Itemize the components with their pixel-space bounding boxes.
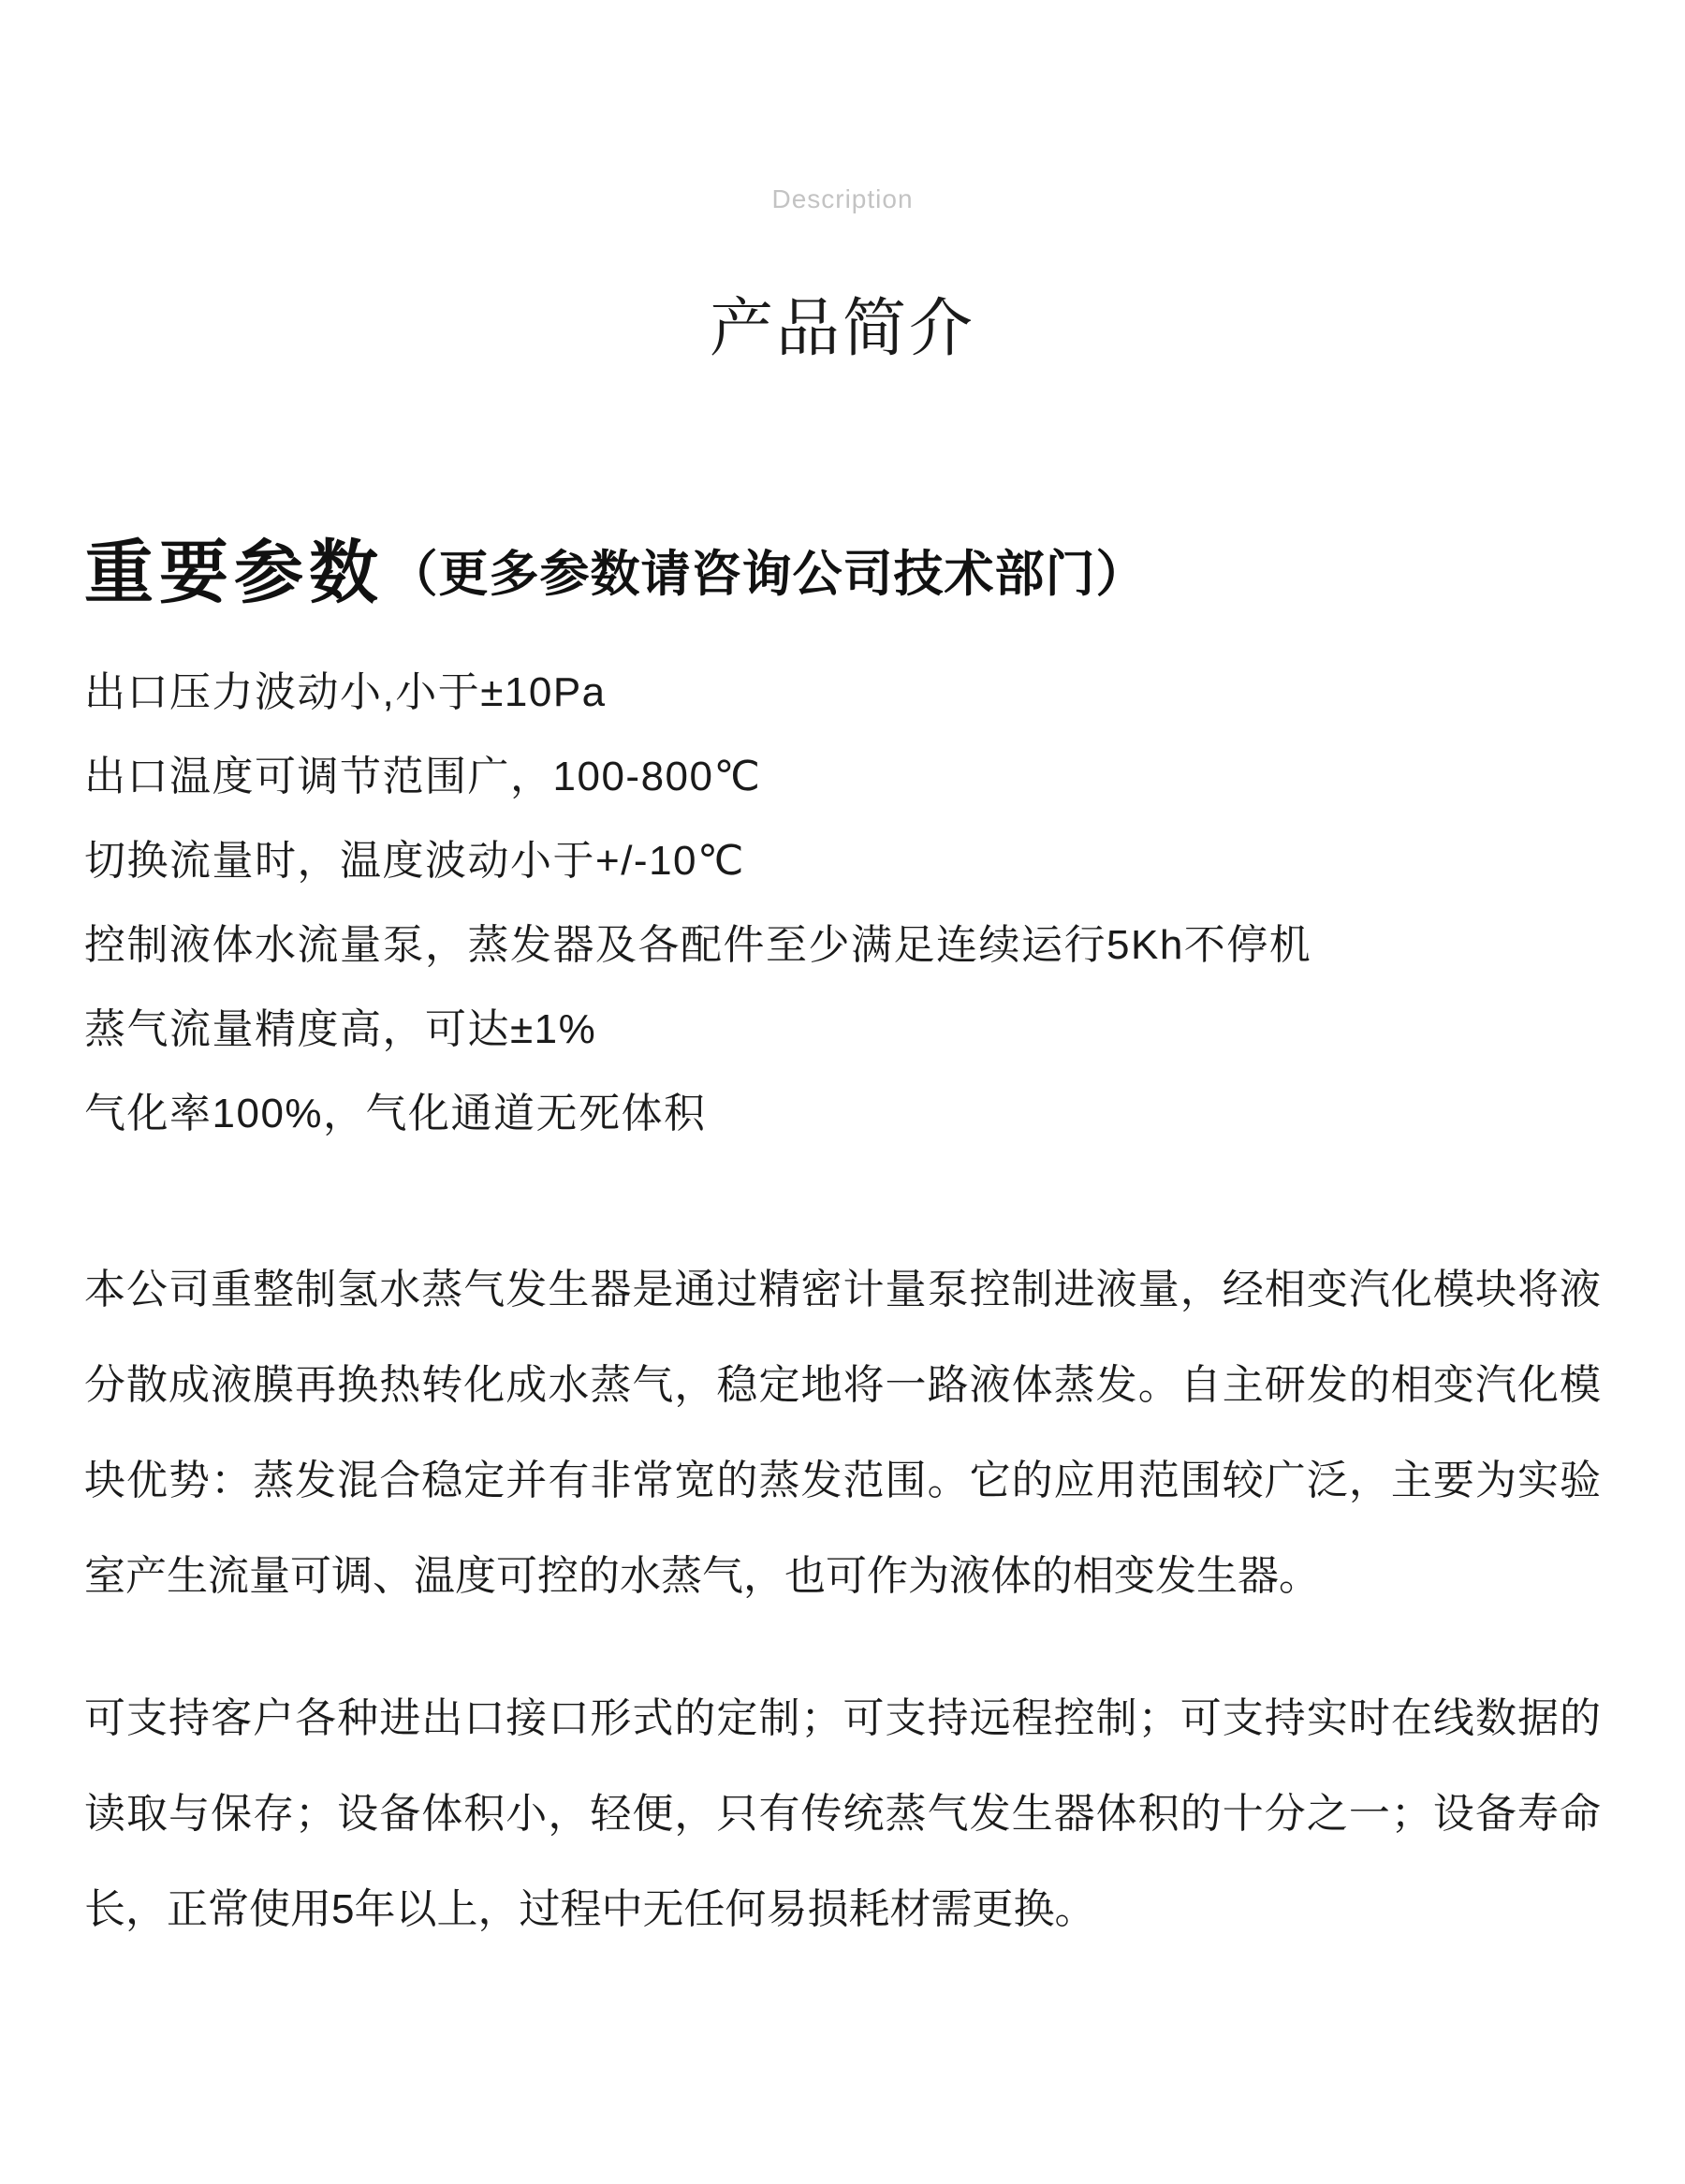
parameter-line: 控制液体水流量泵，蒸发器及各配件至少满足连续运行5Kh不停机 <box>84 922 1312 968</box>
parameter-line: 出口压力波动小,小于±10Pa <box>84 669 607 715</box>
key-parameters-heading-main: 重要参数 <box>84 534 384 611</box>
parameter-list <box>84 651 1601 1156</box>
page-title: 产品简介 <box>709 293 975 364</box>
parameter-line: 切换流量时，温度波动小于+/-10℃ <box>84 838 745 884</box>
description-eyebrow-label: Description <box>771 184 914 213</box>
parameter-line: 蒸气流量精度高，可达±1% <box>84 1006 597 1052</box>
support-paragraph: 可支持客户各种进出口接口形式的定制；可支持远程控制；可支持实时在线数据的读取与保存；设备体积小，轻便，只有传统蒸气发生器体积的十分之一；设备寿命长，正常使用5年以上，过程中无任何易损耗材需更换。 <box>84 1695 1601 1932</box>
key-parameters-heading-note: （更多参数请咨询公司技术部门） <box>388 547 1147 602</box>
key-parameters-heading <box>84 528 1601 638</box>
parameter-line: 出口温度可调节范围广，100-800℃ <box>84 754 762 799</box>
intro-paragraph: 本公司重整制氢水蒸气发生器是通过精密计量泵控制进液量，经相变汽化模块将液分散成液膜再换热转化成水蒸气，稳定地将一路液体蒸发。自主研发的相变汽化模块优势：蒸发混合稳定并有非常宽的蒸发范围。它的应用范围较广泛，主要为实验室产生流量可调、温度可控的水蒸气，也可作为液体的相变发生器。 <box>84 1267 1601 1599</box>
parameter-line: 气化率100%，气化通道无死体积 <box>84 1091 707 1136</box>
